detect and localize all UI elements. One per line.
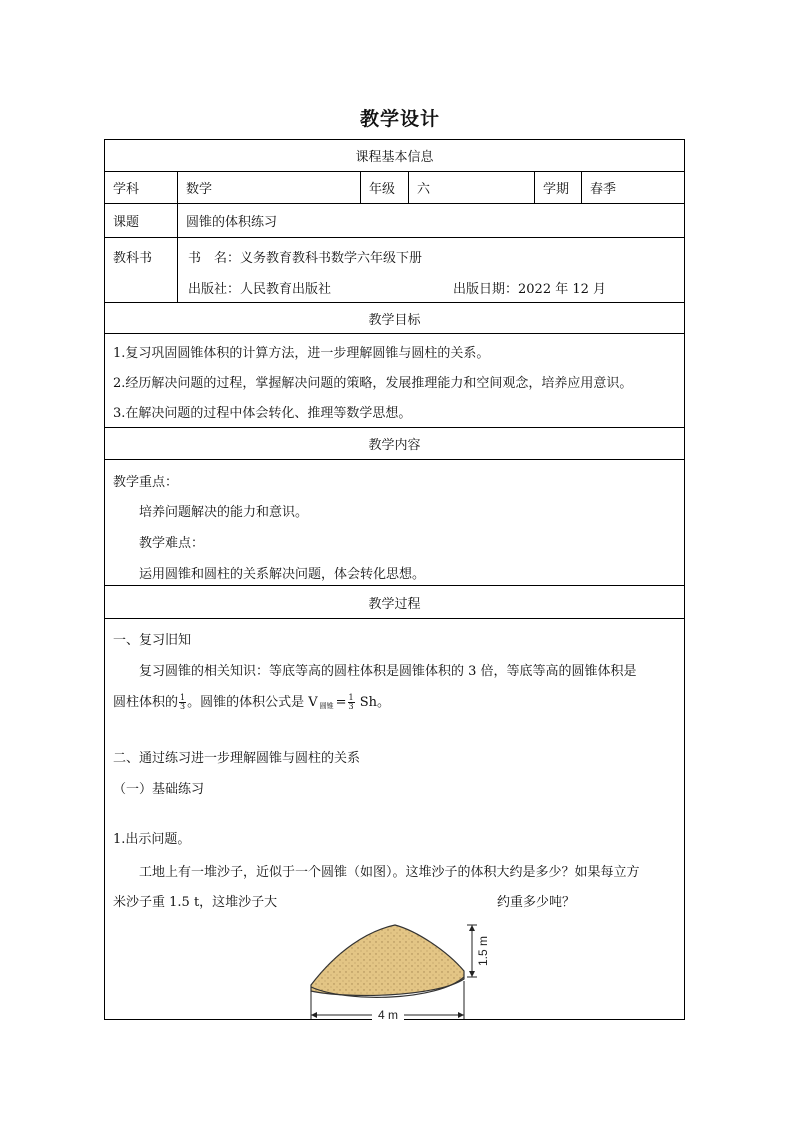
section1-line1: 复习圆锥的相关知识：等底等高的圆柱体积是圆锥体积的 3 倍，等底等高的圆锥体积是 (139, 664, 637, 679)
section2-title: 二、通过练习进一步理解圆锥与圆柱的关系 (113, 751, 361, 766)
sand-pile-figure (297, 911, 497, 1021)
basic-info-header: 课程基本信息 (355, 150, 434, 165)
question1-line2-b: 约重多少吨？ (497, 895, 576, 910)
objective-item: 1.复习巩固圆锥体积的计算方法，进一步理解圆锥与圆柱的关系。 (113, 346, 490, 361)
section1-line2-a: 圆柱体积的 (113, 695, 179, 710)
textbook-name: 书 名：义务教育教科书数学六年级下册 (188, 251, 423, 266)
subsection1-title: （一）基础练习 (113, 782, 205, 797)
content-header-row (105, 428, 684, 460)
width-label: 4 m (377, 1008, 399, 1021)
term-label: 学期 (534, 172, 581, 203)
grade-label: 年级 (360, 172, 408, 203)
key-point-text: 培养问题解决的能力和意识。 (139, 505, 309, 520)
sand-cone (311, 925, 464, 997)
content-header: 教学内容 (368, 438, 421, 453)
objectives-row (105, 334, 684, 428)
subject-value: 数学 (177, 172, 360, 203)
grade-value: 六 (408, 172, 534, 203)
section1-line2-c: = (335, 695, 347, 710)
objective-item: 2.经历解决问题的过程，掌握解决问题的策略，发展推理能力和空间观念，培养应用意识。 (113, 376, 633, 391)
fraction-one-third: $\frac{1}{3}$ (180, 693, 186, 711)
term-value: 春季 (581, 172, 684, 203)
question1-label: 1.出示问题。 (113, 832, 191, 847)
design-table (104, 139, 685, 1020)
key-point-label: 教学重点： (113, 475, 179, 490)
content-row (105, 460, 684, 586)
objectives-header-row (105, 303, 684, 334)
topic-row (105, 204, 684, 238)
subject-row (105, 172, 684, 204)
question1-line1: 工地上有一堆沙子，近似于一个圆锥（如图）。这堆沙子的体积大约是多少？如果每立方 (139, 865, 640, 880)
volume-subscript: 圆锥 (319, 702, 334, 710)
process-header: 教学过程 (368, 596, 421, 612)
topic-value: 圆锥的体积练习 (177, 204, 684, 237)
basic-info-header-row (105, 140, 684, 172)
section1-line2 (113, 691, 390, 711)
section1-line2-b: 。圆锥的体积公式是 V (187, 695, 318, 710)
process-row (105, 619, 684, 1019)
fraction-one-third: $\frac{1}{3}$ (348, 693, 354, 711)
publish-date: 出版日期：2022 年 12 月 (453, 282, 607, 297)
section1-line2-d: Sh。 (355, 695, 391, 710)
subject-label: 学科 (113, 182, 140, 197)
textbook-label: 教科书 (113, 251, 153, 266)
difficulty-text: 运用圆锥和圆柱的关系解决问题，体会转化思想。 (139, 567, 426, 582)
textbook-row (105, 238, 684, 303)
height-label: 1.5 m (476, 935, 490, 967)
section1-title: 一、复习旧知 (113, 633, 192, 648)
objectives-header: 教学目标 (368, 312, 421, 328)
question1-line2-a: 米沙子重 1.5 t，这堆沙子大 (113, 895, 278, 910)
publisher: 出版社：人民教育出版社 (188, 282, 332, 297)
difficulty-label: 教学难点： (139, 536, 205, 551)
process-header-row (105, 586, 684, 619)
objective-item: 3.在解决问题的过程中体会转化、推理等数学思想。 (113, 406, 412, 421)
topic-label: 课题 (113, 215, 140, 230)
page-title: 教学设计 (359, 108, 440, 130)
